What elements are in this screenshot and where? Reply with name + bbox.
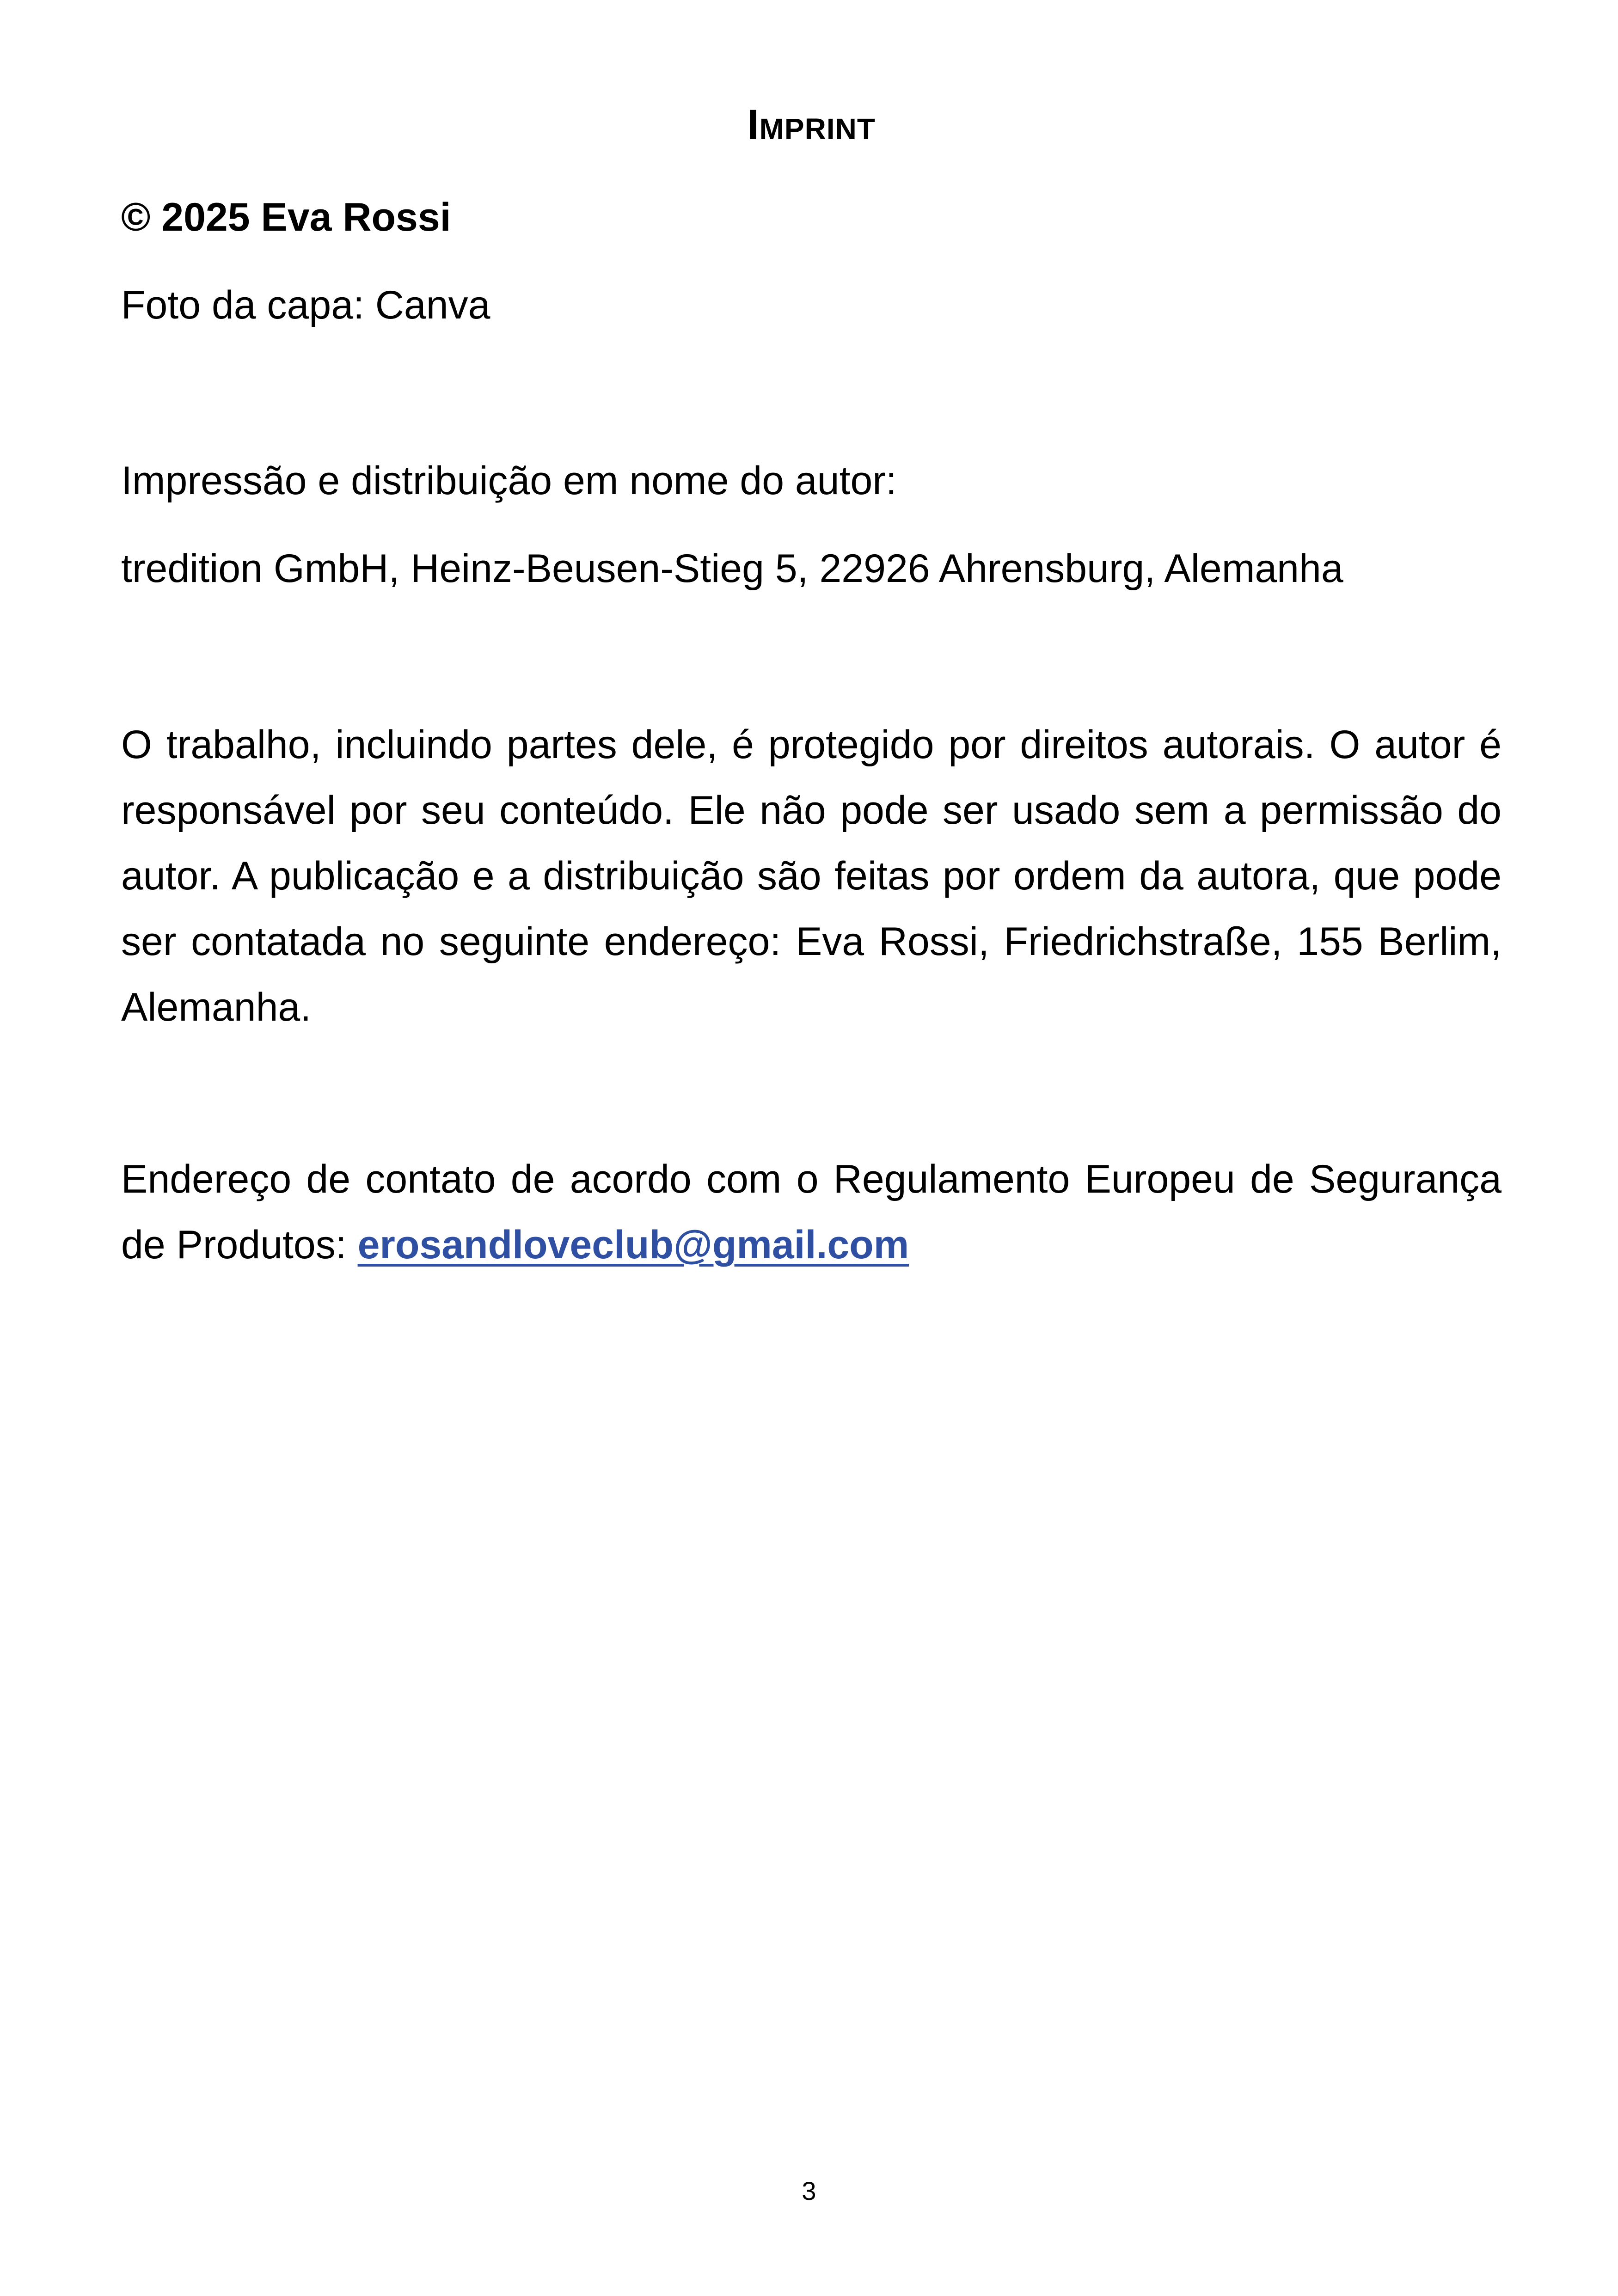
- contact-prefix: Endereço de contato de acordo com o Regulamento Europeu de Segurança de Produtos:: [121, 1157, 1502, 1267]
- copyright-line: © 2025 Eva Rossi: [121, 195, 451, 239]
- copyright-notice: O trabalho, incluindo partes dele, é protegido por direitos autorais. O autor é responsável por seu conteúdo. Ele não pode ser usado sem a permissão do autor. A publicação e a distribuição são feitas por ordem da autora, que pode ser contatada no seguinte endereço: Eva Rossi, Friedrichstraße, 155 Berlim, Alemanha.: [121, 722, 1502, 1029]
- page-title: [121, 92, 1502, 157]
- title-text: Imprint: [747, 101, 876, 148]
- contact-email-link[interactable]: erosandloveclub@gmail.com: [357, 1223, 909, 1267]
- cover-photo-credit: Foto da capa: Canva: [121, 283, 490, 327]
- contact-paragraph: [121, 1146, 1502, 1278]
- publisher-address: tredition GmbH, Heinz-Beusen-Stieg 5, 22926 Ahrensburg, Alemanha: [121, 546, 1343, 591]
- page-number: 3: [802, 2176, 816, 2205]
- printing-intro: Impressão e distribuição em nome do autor:: [121, 459, 897, 503]
